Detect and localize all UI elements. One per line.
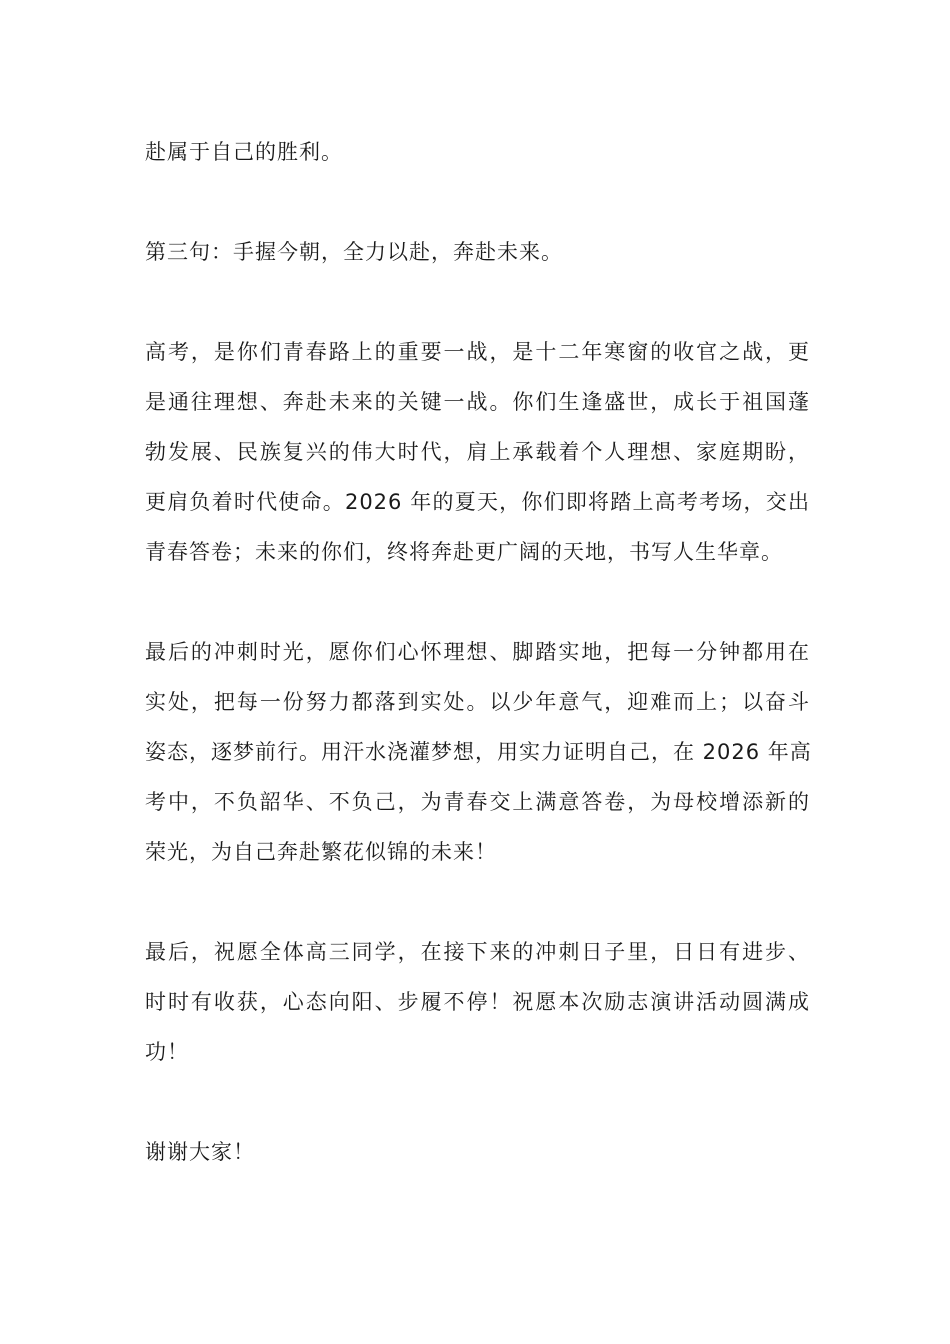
text-line: 荣光，为自己奔赴繁花似锦的未来！ <box>145 840 497 864</box>
section-heading: 第三句：手握今朝，全力以赴，奔赴未来。 <box>145 240 563 264</box>
paragraph-spacer <box>145 577 810 627</box>
document-body <box>145 127 810 1177</box>
paragraph-sprint <box>145 627 810 877</box>
text-line: 赴属于自己的胜利。 <box>145 140 343 164</box>
paragraph-gaokao <box>145 327 810 577</box>
paragraph-spacer <box>145 877 810 927</box>
text-line: 更肩负着时代使命。2026 年的夏天，你们即将踏上高考考场，交出 <box>145 490 810 514</box>
closing-line: 谢谢大家！ <box>145 1140 255 1164</box>
text-line: 勃发展、民族复兴的伟大时代，肩上承载着个人理想、家庭期盼， <box>145 440 810 464</box>
paragraph-spacer <box>145 177 810 227</box>
text-line: 最后的冲刺时光，愿你们心怀理想、脚踏实地，把每一分钟都用在 <box>145 640 810 664</box>
text-line: 实处，把每一份努力都落到实处。以少年意气，迎难而上；以奋斗 <box>145 690 810 714</box>
text-line: 高考，是你们青春路上的重要一战，是十二年寒窗的收官之战，更 <box>145 340 810 364</box>
text-line: 姿态，逐梦前行。用汗水浇灌梦想，用实力证明自己，在 2026 年高 <box>145 740 812 764</box>
paragraph-spacer <box>145 1077 810 1127</box>
paragraph-spacer <box>145 277 810 327</box>
text-line: 考中，不负韶华、不负己，为青春交上满意答卷，为母校增添新的 <box>145 790 810 814</box>
paragraph-closing-fragment <box>145 127 810 177</box>
paragraph-heading-third <box>145 227 810 277</box>
paragraph-thanks <box>145 1127 810 1177</box>
text-line: 青春答卷；未来的你们，终将奔赴更广阔的天地，书写人生华章。 <box>145 540 783 564</box>
text-line: 是通往理想、奔赴未来的关键一战。你们生逢盛世，成长于祖国蓬 <box>145 390 810 414</box>
paragraph-wishes <box>145 927 810 1077</box>
text-line: 最后，祝愿全体高三同学，在接下来的冲刺日子里，日日有进步、 <box>145 940 810 964</box>
text-line: 时时有收获，心态向阳、步履不停！祝愿本次励志演讲活动圆满成 <box>145 990 810 1014</box>
text-line: 功！ <box>145 1040 189 1064</box>
